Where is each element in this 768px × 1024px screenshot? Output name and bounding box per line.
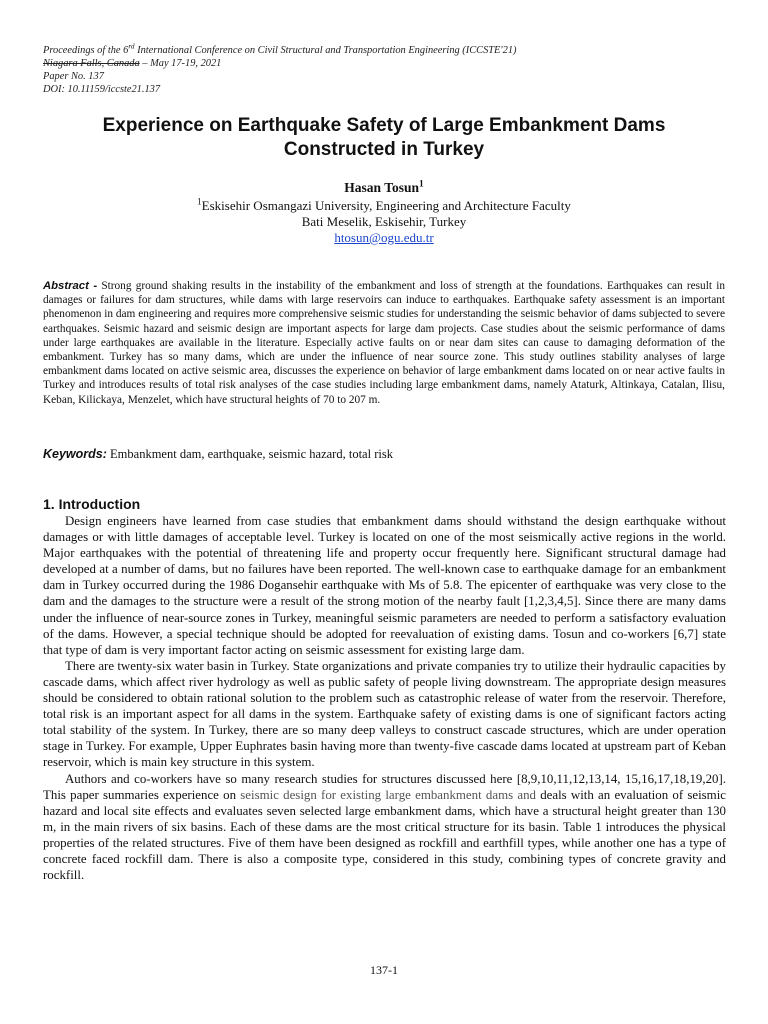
proceedings-line: Proceedings of the 6rd International Conference on Civil Structural and Transportation Engineering (ICCSTE'21) (43, 42, 517, 56)
introduction-body (43, 513, 726, 883)
title-line-1: Experience on Earthquake Safety of Large Embankment Dams (102, 115, 666, 136)
proceedings-header (43, 44, 723, 96)
paragraph: There are twenty-six water basin in Turkey. State organizations and private companies try to utilize their hydraulic capacities by cascade dams, which affect river hydrology as well as public safety of people living downstream. The appropriate design measures should be considered to obtain rational solution to the problem such as catastrophic release of water from the reservoir. Therefore, total risk is an important aspect for all dams in the system. Earthquake safety of existing dams is one of significant factors acting total stability of the system. In Turkey, there are so many deep valleys to construct cascade structures, which are under operation stage in Turkey. For example, Upper Euphrates basin having more than twenty-five cascade dams located at upstream part of Keban reservoir, which is main key structure in this system. (43, 658, 726, 770)
venue-strikethrough: Niagara Falls, Canada (43, 58, 140, 69)
highlighted-text: seismic design for existing large embankment dams and (240, 787, 536, 802)
abstract (43, 279, 725, 407)
paper-number: Paper No. 137 (43, 71, 104, 82)
abstract-text: Strong ground shaking results in the instability of the embankment and loss of strength at the foundations. Earthquakes can result in damages or failures for dam structures, while dams with large reservoirs can induce to earthquakes. Earthquake safety assessment is an important phenomenon in dam engineering and requires more comprehensive seismic studies for understanding the seismic behavior of dams subjected to severe earthquakes. Seismic hazard and seismic design are important aspects for large dam projects. Case studies about the seismic performance of dams under large earthquakes are available in the literature. Especially active faults on or near dam sites can cause to damaging deformation of the embankment. Turkey has so many dams, which are under the influence of near source zone. This study outlines stability analyses of large embankment dams located on active seismic area, discusses the experience on behavior of large embankment dams located on or near active faults in Turkey and introduces results of total risk analyses of the case studies including large embankment dams, namely Ataturk, Altinkaya, Catalan, Ilisu, Keban, Kilickaya, Menzelet, which have structural heights of 70 to 207 m. (43, 280, 725, 406)
paper-title (40, 114, 728, 162)
page-number: 137-1 (370, 963, 398, 977)
doi-line: DOI: 10.11159/iccste21.137 (43, 84, 161, 95)
affiliation-line-2: Bati Meselik, Eskisehir, Turkey (301, 214, 467, 229)
keywords-text: Embankment dam, earthquake, seismic hazard, total risk (106, 447, 393, 461)
keywords: Keywords: Embankment dam, earthquake, seismic hazard, total risk (43, 447, 393, 461)
author-email-link[interactable]: htosun@ogu.edu.tr (334, 230, 434, 245)
abstract-label: Abstract - (43, 280, 98, 292)
keywords-label: Keywords (43, 447, 103, 461)
paragraph: Authors and co-workers have so many research studies for structures discussed here [8,9,10,11,12,13,14, 15,16,17,18,19,20]. This paper summaries experience on seismic design for existing large embankment dams and deals with an evaluation of seismic hazard and local site effects and evaluates seven selected large embankment dams, which have a structural height greater than 130 m, in the main rivers of six basins. Each of these dams are the most critical structure for its basin. Table 1 introduces the physical properties of the related structures. Five of them have been designed as rockfill and earthfill types, while another one has a type of concrete faced rockfill dam. There is also a composite type, considered in this study, combining types of concrete gravity and rockfill. (43, 771, 727, 883)
paragraph: Design engineers have learned from case studies that embankment dams should withstand the design earthquake without damages or with little damages of acceptable level. Turkey is located on one of the most seismically active regions in the world. Major earthquakes with the potential of threatening life and property occur frequently here. Significant structural damage had developed at a number of dams, but no failures have been reported. The well-known case to earthquake damage for an embankment dam in Turkey occurred during the 1986 Dogansehir earthquake with Ms of 5.8. The epicenter of earthquake was very close to the dam and the damages to the structure were a result of the strong motion of the nearby fault [1,2,3,4,5]. Since there are many dams under the influence of near-source zones in Turkey, meaningful seismic parameters are needed to perform a satisfactory evaluation of the dams. However, a special technique should be adopted for reevaluation of existing dams. Tosun and co-workers [6,7] state that type of dam is very important factor acting on seismic assessment for existing large dam. (43, 514, 726, 657)
affiliation-line-1: $^1$Eskisehir Osmangazi University, Engineering and Architecture Faculty (197, 196, 571, 213)
title-line-2: Constructed in Turkey (283, 139, 485, 160)
author-block (40, 180, 728, 246)
venue-line: Niagara Falls, Canada – May 17-19, 2021 (43, 58, 222, 69)
author-name: Hasan Tosun$^1$ (344, 179, 424, 195)
section-heading-introduction: 1. Introduction (43, 496, 141, 512)
